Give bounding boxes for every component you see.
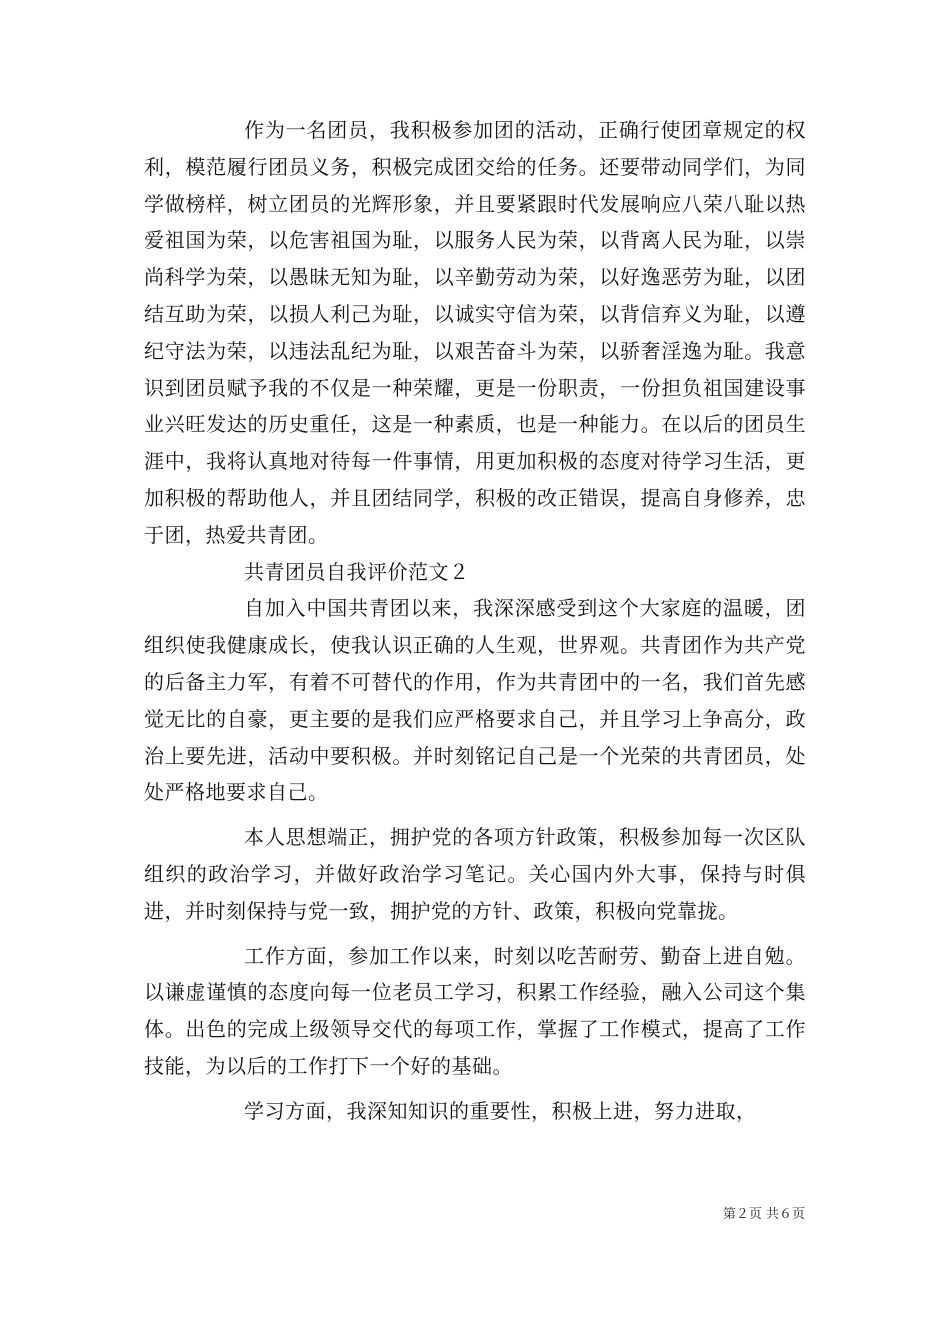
paragraph-2: 自加入中国共青团以来，我深深感受到这个大家庭的温暖，团组织使我健康成长，使我认识正确的人生观，世界观。共青团作为共产党的后备主力军，有着不可替代的作用，作为共青团中的一名，我们首先感觉无比的自豪，更主要的是我们应严格要求自己，并且学习上争高分，政治上要先进，活动中要积极。并时刻铭记自己是一个光荣的共青团员，处处严格地要求自己。: [144, 596, 806, 805]
paragraph-1: 作为一名团员，我积极参加团的活动，正确行使团章规定的权利，模范履行团员义务，积极完成团交给的任务。还要带动同学们，为同学做榜样，树立团员的光辉形象，并且要紧跟时代发展响应八荣八耻以热爱祖国为荣，以危害祖国为耻，以服务人民为荣，以背离人民为耻，以崇尚科学为荣，以愚昧无知为耻，以辛勤劳动为荣，以好逸恶劳为耻，以团结互助为荣，以损人利己为耻，以诚实守信为荣，以背信弃义为耻，以遵纪守法为荣，以违法乱纪为耻，以艰苦奋斗为荣，以骄奢淫逸为耻。我意识到团员赋予我的不仅是一种荣耀，更是一份职责，一份担负祖国建设事业兴旺发达的历史重任，这是一种素质，也是一种能力。在以后的团员生涯中，我将认真地对待每一件事情，用更加积极的态度对待学习生活，更加积极的帮助他人，并且团结同学，积极的改正错误，提高自身修养，忠于团，热爱共青团。: [144, 118, 806, 547]
document-body: [144, 112, 806, 1130]
paragraph-4: 工作方面，参加工作以来，时刻以吃苦耐劳、勤奋上进自勉。以谦虚谨慎的态度向每一位老员工学习，积累工作经验，融入公司这个集体。出色的完成上级领导交代的每项工作，掌握了工作模式，提高了工作技能，为以后的工作打下一个好的基础。: [144, 943, 806, 1078]
paragraph-5: 学习方面，我深知知识的重要性，积极上进，努力进取，: [244, 1098, 757, 1123]
section-heading: 共青团员自我评价范文２: [244, 559, 470, 584]
paragraph-3: 本人思想端正，拥护党的各项方针政策，积极参加每一次区队组织的政治学习，并做好政治学习笔记。关心国内外大事，保持与时俱进，并时刻保持与党一致，拥护党的方针、政策，积极向党靠拢。: [144, 825, 806, 923]
page-number-footer: 第２页 共６页: [722, 1207, 805, 1222]
